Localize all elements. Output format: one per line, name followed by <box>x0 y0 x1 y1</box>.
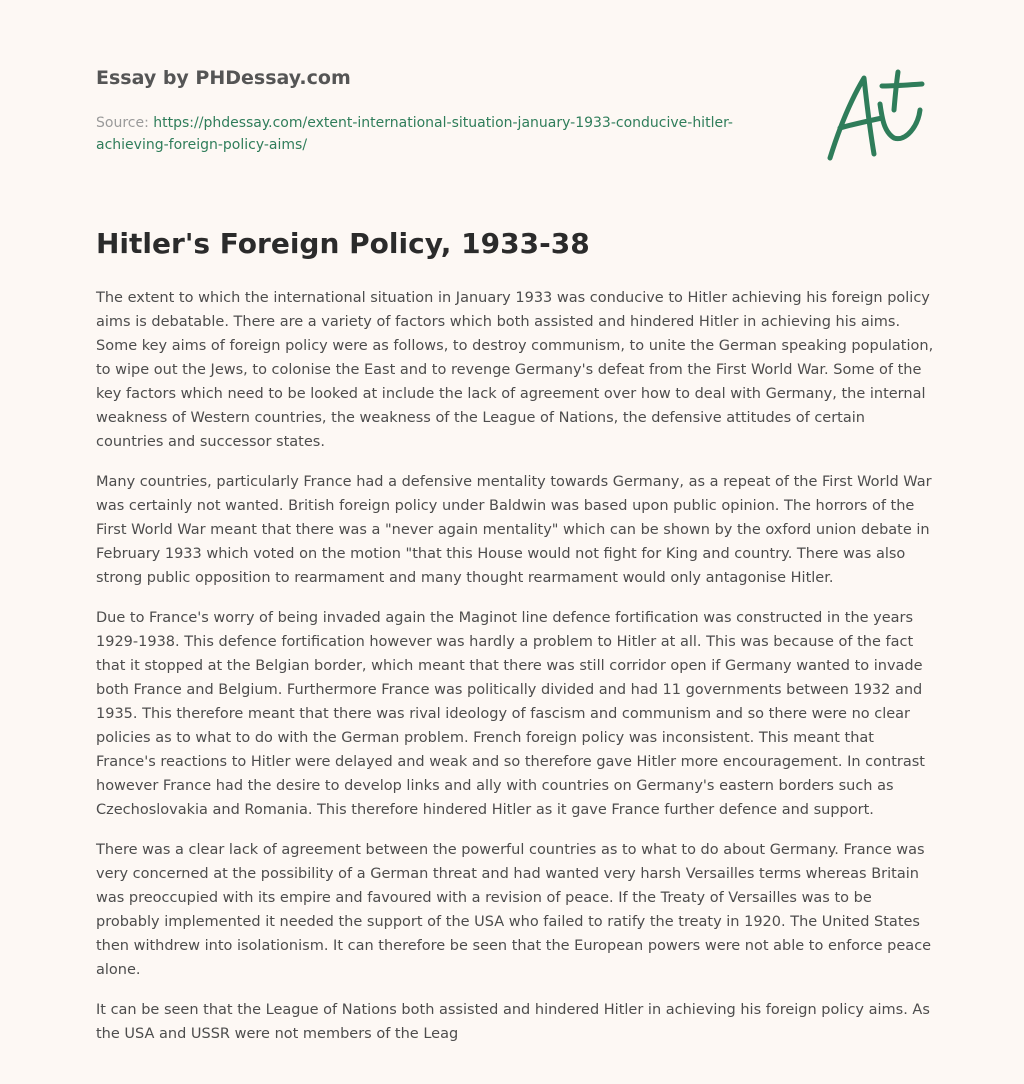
source-line <box>96 112 776 156</box>
source-link[interactable]: https://phdessay.com/extent-international-situation-january-1933-conducive-hitler-achieving-foreign-policy-aims/ <box>96 115 733 153</box>
essay-body <box>96 286 936 1062</box>
essay-paragraph: The extent to which the international situation in January 1933 was conducive to Hitler achieving his foreign policy aims is debatable. There are a variety of factors which both assisted and hindered Hitler in achieving his aims. Some key aims of foreign policy were as follows, to destroy communism, to unite the German speaking population, to wipe out the Jews, to colonise the East and to revenge Germany's defeat from the First World War. Some of the key factors which need to be looked at include the lack of agreement over how to deal with Germany, the internal weakness of Western countries, the weakness of the League of Nations, the defensive attitudes of certain countries and successor states. <box>96 290 934 450</box>
source-label: Source: <box>96 115 154 131</box>
essay-paragraph: It can be seen that the League of Nations both assisted and hindered Hitler in achieving his foreign policy aims. As the USA and USSR were not members of the Leag <box>96 1002 930 1042</box>
page-header <box>96 64 776 156</box>
essay-paragraph: There was a clear lack of agreement between the powerful countries as to what to do about Germany. France was very concerned at the possibility of a German threat and had wanted very harsh Versailles terms whereas Britain was preoccupied with its empire and favoured with a revision of peace. If the Treaty of Versailles was to be probably implemented it needed the support of the USA who failed to ratify the treaty in 1920. The United States then withdrew into isolationism. It can therefore be seen that the European powers were not able to enforce peace alone. <box>96 842 932 978</box>
site-brand: Essay by PHDessay.com <box>96 67 351 89</box>
essay-paragraph: Many countries, particularly France had a defensive mentality towards Germany, as a repeat of the First World War was certainly not wanted. British foreign policy under Baldwin was based upon public opinion. The horrors of the First World War meant that there was a "never again mentality" which can be shown by the oxford union debate in February 1933 which voted on the motion "that this House would not fight for King and country. There was also strong public opposition to rearmament and many thought rearmament would only antagonise Hitler. <box>96 474 932 586</box>
essay-paragraph: Due to France's worry of being invaded again the Maginot line defence fortification was constructed in the years 1929-1938. This defence fortification however was hardly a problem to Hitler at all. This was because of the fact that it stopped at the Belgian border, which meant that there was still corridor open if Germany wanted to invade both France and Belgium. Furthermore France was politically divided and had 11 governments between 1932 and 1935. This therefore meant that there was rival ideology of fascism and communism and so there were no clear policies as to what to do with the German problem. French foreign policy was inconsistent. This meant that France's reactions to Hitler were delayed and weak and so therefore gave Hitler more encouragement. In contrast however France had the desire to develop links and ally with countries on Germany's eastern borders such as Czechoslovakia and Romania. This therefore hindered Hitler as it gave France further defence and support. <box>96 610 925 818</box>
a-plus-grade-icon <box>820 66 930 166</box>
essay-title: Hitler's Foreign Policy, 1933-38 <box>96 227 590 260</box>
